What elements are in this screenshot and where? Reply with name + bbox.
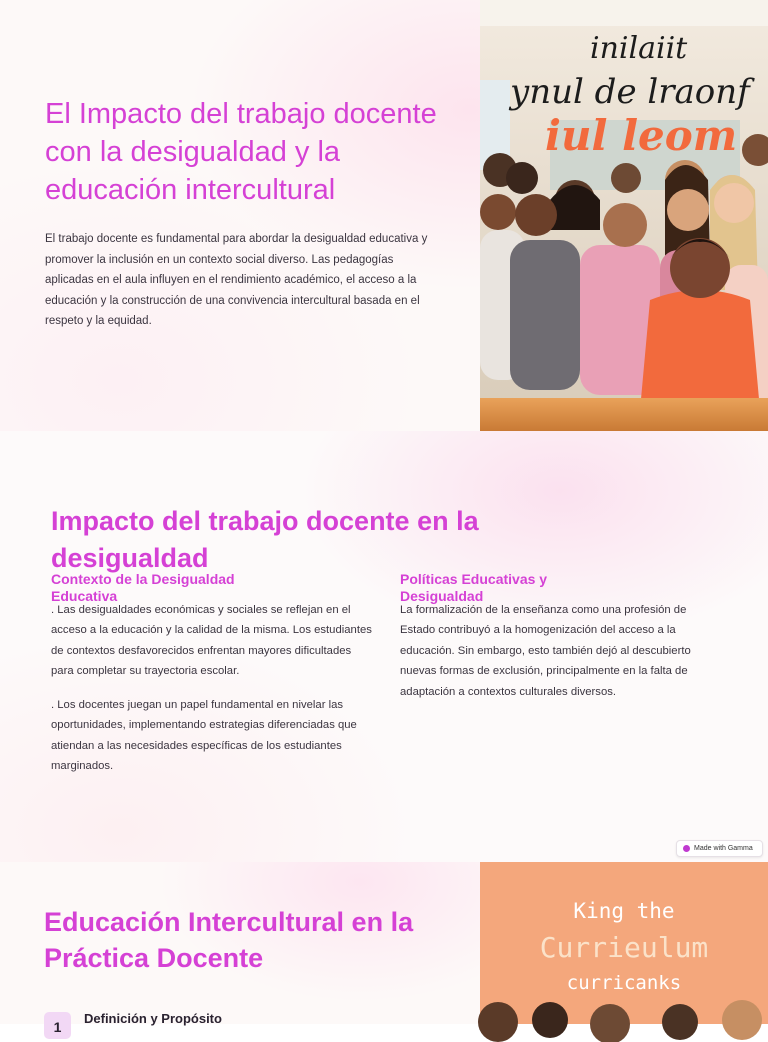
gamma-logo-icon [683,845,690,852]
curriculum-photo [480,862,768,1024]
image-text-line3: iul leom [545,111,738,160]
slide-intro [0,0,768,431]
image-text-line1: inilaiit [590,31,688,66]
column-paragraph: . Los docentes juegan un papel fundamental en nivelar las oportunidades, implementando estrategias diferenciadas que atiendan a las necesidades específicas de los estudiantes marginados. [51,699,357,773]
classroom-students-photo [480,0,768,431]
step-title: Definición y Propósito [84,1011,222,1026]
step-number-badge: 1 [44,1012,71,1039]
slide-desigualdad [0,431,768,862]
image-text-line2: Currieulum [539,931,709,964]
badge-label: Made with Gamma [694,845,753,852]
image-text-line1: King the [573,899,675,923]
slide-title: Educación Intercultural en la Práctica Docente [44,907,414,973]
image-text-line2: ynul de lraonf [510,72,750,112]
slide-title: Impacto del trabajo docente en la desigualdad [51,506,479,573]
column-heading-contexto: Contexto de la Desigualdad Educativa [51,571,235,604]
made-with-gamma-badge[interactable] [676,840,763,857]
column-paragraph: . Las desigualdades económicas y sociales se reflejan en el acceso a la educación y la calidad de la misma. Los estudiantes de contextos desfavorecidos enfrentan mayores dificultades para completar su trayectoria escolar. [51,604,372,678]
column-heading-politicas: Políticas Educativas y Desigualdad [400,571,548,604]
column-paragraph: La formalización de la enseñanza como una profesión de Estado contribuyó a la homogenización del acceso a la educación. Sin embargo, esto también dejó al descubierto nuevas formas de exclusión, principalmente en la falta de adaptación a contextos culturales diversos. [400,604,691,698]
image-text-line3: curricanks [566,972,682,994]
slide-title: El Impacto del trabajo docente con la desigualdad y la educación intercultural [45,98,437,206]
slide-body: El trabajo docente es fundamental para abordar la desigualdad educativa y promover la inclusión en un contexto social diverso. Las pedagogías aplicadas en el aula influyen en el rendimiento académico, el acceso a la educación y la construcción de una convivencia intercultural basada en el respeto y la equidad. [45,233,428,327]
slide-intercultural [0,862,768,1035]
